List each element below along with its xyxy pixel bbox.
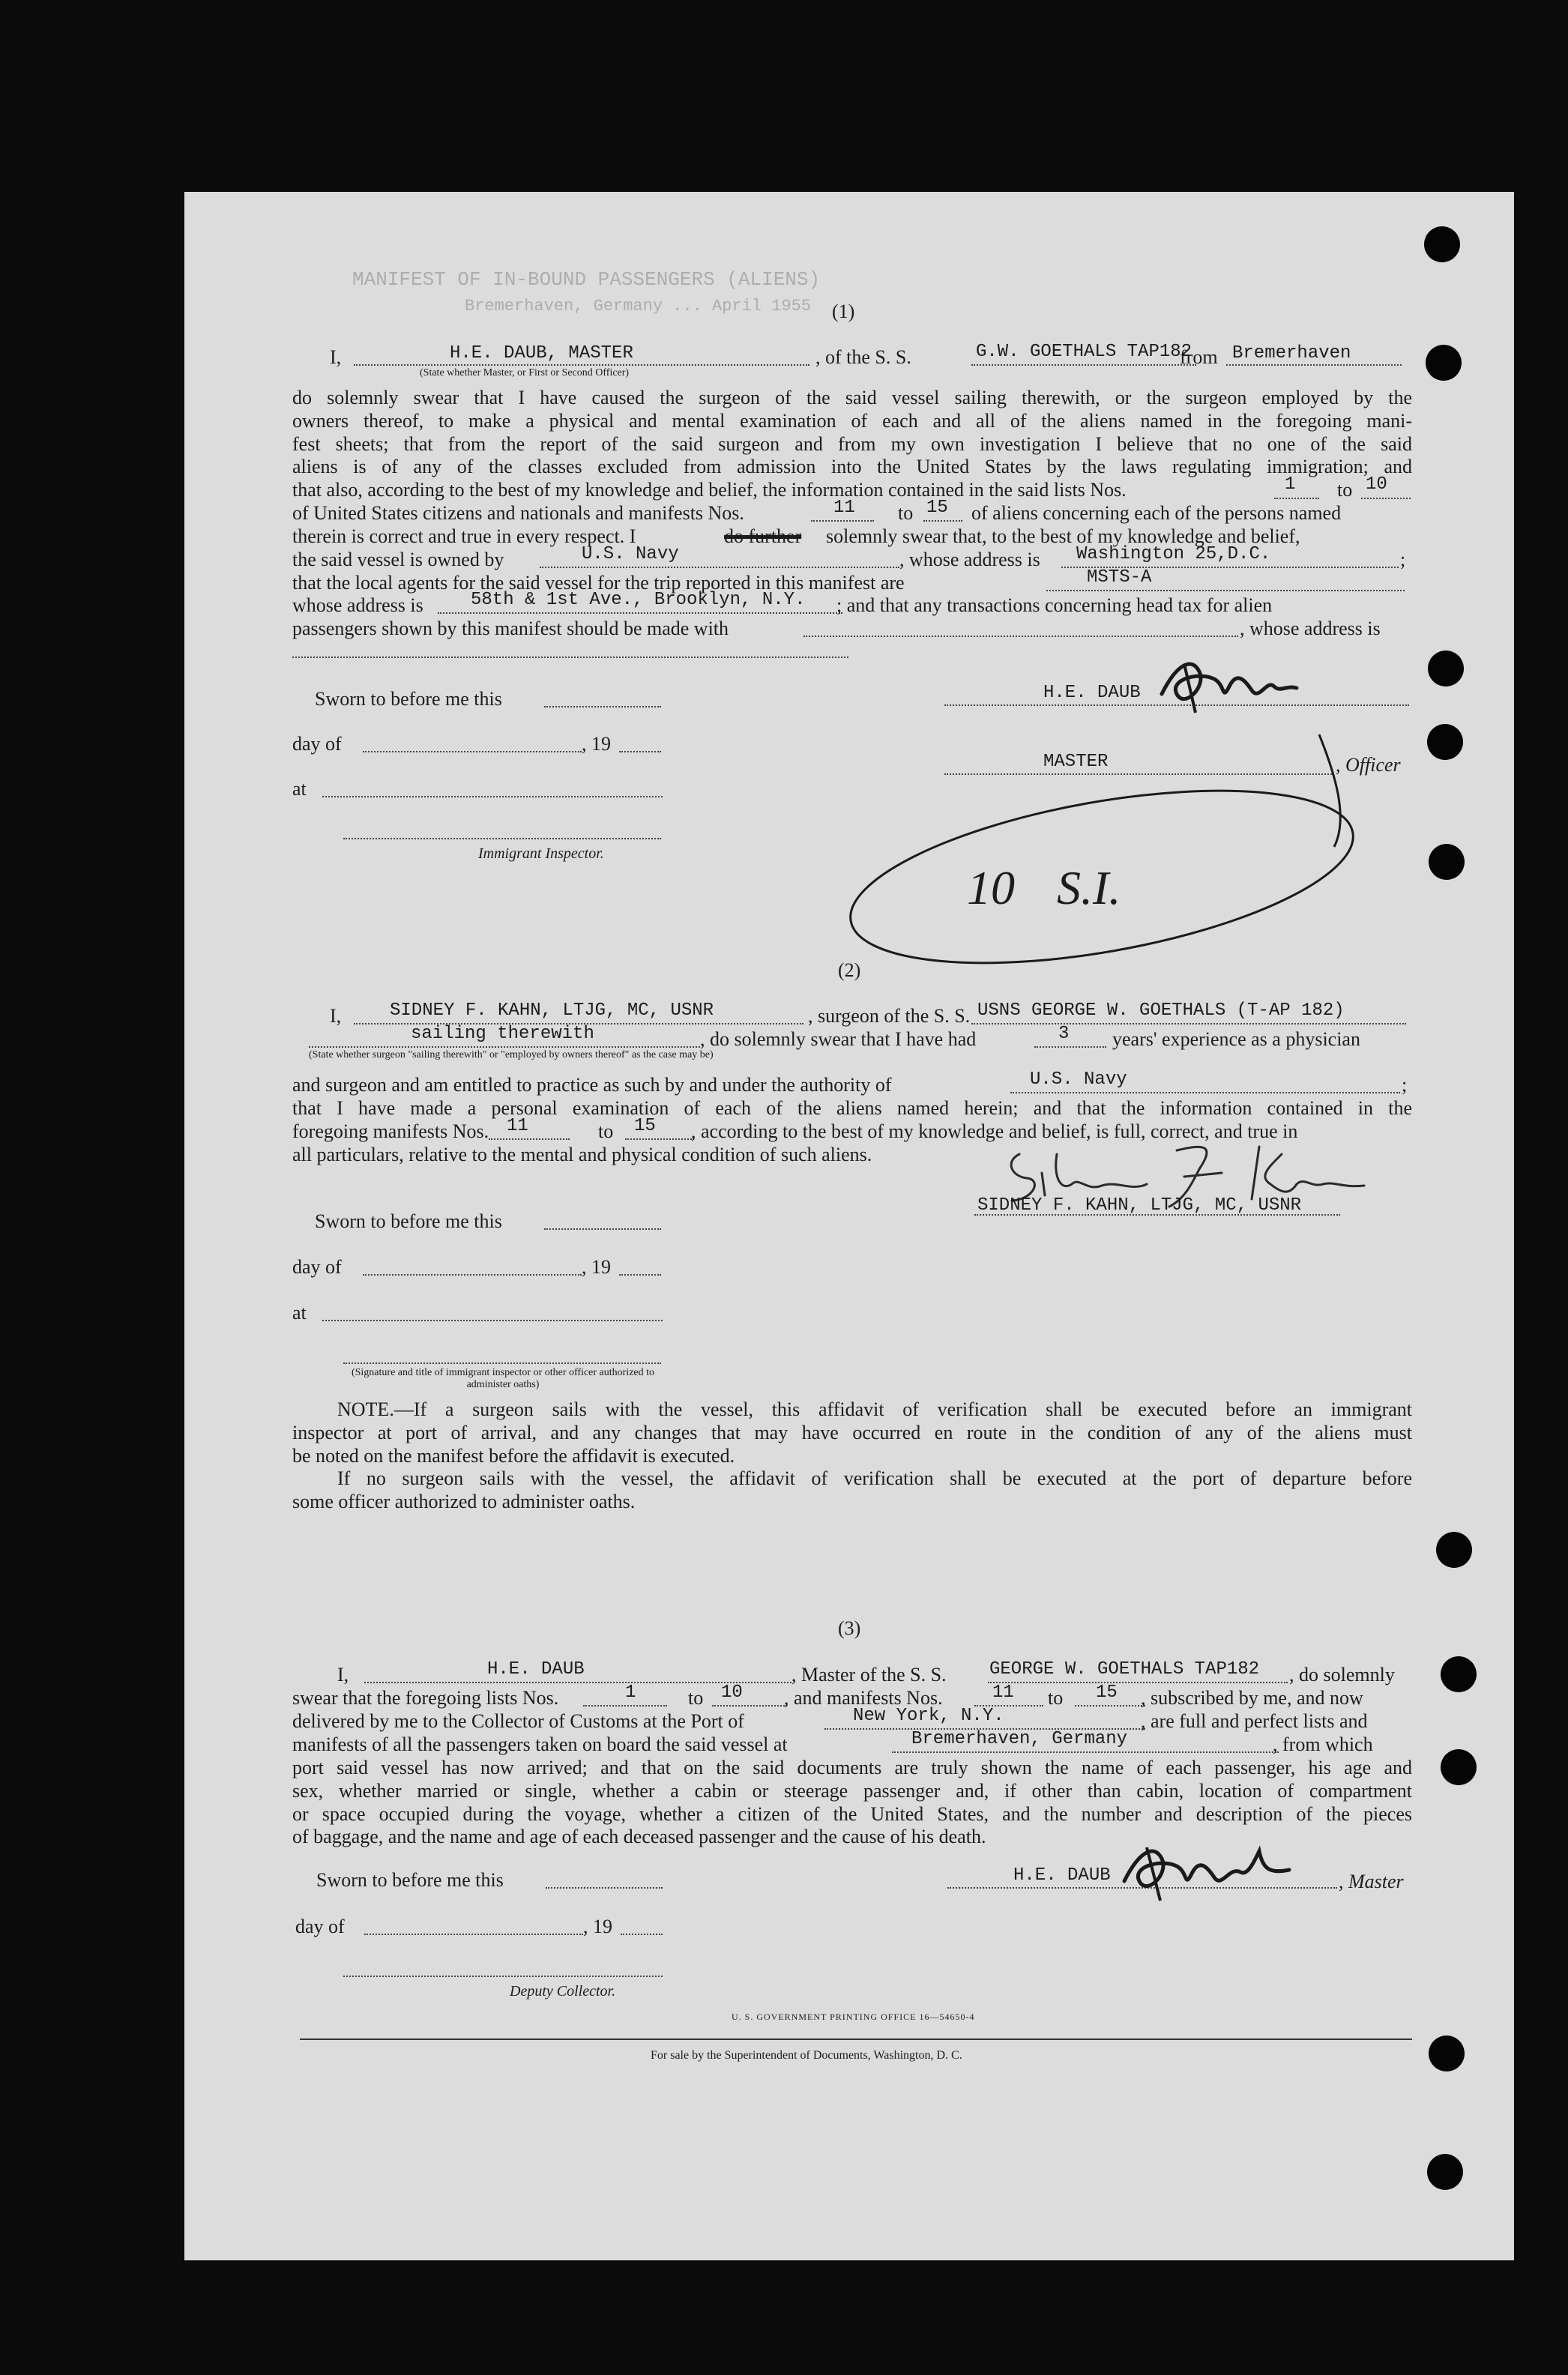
s2-body-line: foregoing manifests Nos. [292, 1120, 489, 1142]
s3-port: New York, N.Y. [853, 1706, 1004, 1726]
s3-body-line: or space occupied during the voyage, whether a citizen of the United States, and the number and description of the pieces [292, 1803, 1412, 1825]
s1-body-line: , whose address is [899, 549, 1040, 570]
s1-agents-address: 58th & 1st Ave., Brooklyn, N.Y. [471, 590, 806, 610]
s2-day-line [363, 1274, 582, 1276]
punch-hole [1429, 844, 1465, 880]
s2-state-hint: (State whether surgeon "sailing therewith" or "employed by owners thereof" as the case may be) [309, 1049, 714, 1060]
s2-ship-name: USNS GEORGE W. GOETHALS (T-AP 182) [977, 1001, 1345, 1021]
punch-hole [1428, 651, 1464, 686]
s2-years-text: , do solemnly swear that I have had [700, 1028, 977, 1050]
s2-authority-line [1010, 1092, 1400, 1093]
s3-man-to-line [1075, 1705, 1145, 1706]
s3-sworn-label: Sworn to before me this [316, 1869, 504, 1891]
bleed-through-text: Bremerhaven, Germany ... April 1955 [465, 297, 812, 316]
s3-body-line: , from which [1273, 1733, 1373, 1755]
s1-body-line: solemnly swear that, to the best of my knowledge and belief, [826, 525, 1300, 547]
s1-from-word: from [1180, 346, 1218, 368]
s1-agents: MSTS-A [1087, 567, 1152, 588]
s3-day-of-label: day of [295, 1916, 345, 1937]
s1-agents-address-line [438, 612, 842, 614]
s1-handwritten-note: 10 S.I. [967, 861, 1121, 914]
s3-body-line: , are full and perfect lists and [1141, 1710, 1368, 1732]
s1-at-label: at [292, 778, 307, 800]
s1-man-to: 15 [926, 498, 948, 518]
s3-body-line: of baggage, and the name and age of each deceased passenger and the cause of his death. [292, 1826, 986, 1847]
s3-body-line: delivered by me to the Collector of Customs at the Port of [292, 1710, 744, 1732]
s1-of-ss: , of the S. S. [815, 346, 911, 368]
s3-year-line [621, 1934, 663, 1935]
s1-officer-label: , Officer [1336, 754, 1401, 776]
s1-signer-typed: H.E. DAUB [1043, 683, 1141, 703]
s1-body-line: that also, according to the best of my knowledge and belief, the information contained in the said lists Nos. [292, 479, 1127, 501]
s2-body-line: and surgeon and am entitled to practice as such by and under the authority of [292, 1074, 892, 1096]
s3-body-line: port said vessel has now arrived; and that on the said documents are truly shown the name of each passenger, his age and [292, 1757, 1412, 1778]
s1-day-line [363, 751, 582, 752]
s3-to-word: to [688, 1687, 704, 1709]
s2-year-label: , 19 [582, 1256, 611, 1278]
s3-to-word: to [1048, 1687, 1064, 1709]
s1-sworn-line [544, 706, 661, 707]
s1-year-line [619, 751, 661, 752]
footer-rule [300, 2038, 1412, 2040]
s1-body-line: ; and that any transactions concerning head tax for alien [836, 594, 1273, 616]
s2-years-line [1034, 1046, 1106, 1048]
s1-owner-address: Washington 25,D.C. [1076, 544, 1271, 564]
s2-body-line: all particulars, relative to the mental and physical condition of such aliens. [292, 1144, 872, 1165]
s3-year-label: , 19 [583, 1916, 612, 1937]
s2-sailing-line [309, 1046, 700, 1048]
s1-body-line: that the local agents for the said vessel for the trip reported in this manifest are [292, 572, 905, 594]
s1-day-of-label: day of [292, 733, 342, 755]
s3-lists-to-line [712, 1705, 787, 1706]
s3-lists-from: 1 [625, 1683, 636, 1703]
s2-authority: U.S. Navy [1030, 1069, 1127, 1090]
s3-master-name: H.E. DAUB [487, 1659, 585, 1680]
s2-note-line: be noted on the manifest before the affidavit is executed. [292, 1445, 735, 1467]
s1-owner: U.S. Navy [582, 544, 679, 564]
s1-lists-to: 10 [1366, 474, 1387, 495]
s2-years-text: years' experience as a physician [1112, 1028, 1360, 1050]
s3-man-from: 11 [992, 1683, 1014, 1703]
s1-body-line: of aliens concerning each of the persons named [971, 502, 1342, 524]
s2-note-line: NOTE.—If a surgeon sails with the vessel, this affidavit of verification shall be executed before an immigrant [337, 1398, 1412, 1420]
s1-agents-line [1046, 590, 1405, 591]
s3-collector-caption: Deputy Collector. [510, 1983, 616, 2000]
s2-body-line: that I have made a personal examination of each of the aliens named herein; and that the information contained in the [292, 1097, 1412, 1119]
s2-surgeon-name: SIDNEY F. KAHN, LTJG, MC, USNR [390, 1001, 714, 1021]
punch-hole [1424, 226, 1460, 262]
s1-body-line: the said vessel is owned by [292, 549, 504, 570]
s1-body-line: whose address is [292, 594, 423, 616]
s1-inspector-caption: Immigrant Inspector. [478, 845, 604, 862]
s1-man-from: 11 [833, 498, 855, 518]
punch-hole [1427, 724, 1463, 760]
s2-i-label: I, [330, 1005, 342, 1027]
s1-inspector-signature-line [343, 838, 661, 839]
s1-body-line: passengers shown by this manifest should be made with [292, 618, 729, 639]
s1-year-label: , 19 [582, 733, 611, 755]
s3-lists-from-line [583, 1705, 667, 1706]
s1-master-signature [1154, 649, 1304, 716]
punch-hole [1441, 1749, 1477, 1785]
s1-signer-title: MASTER [1043, 752, 1109, 772]
s1-body-line: therein is correct and true in every respect. I [292, 525, 636, 547]
s1-lists-to-line [1361, 498, 1411, 499]
s1-port: Bremerhaven [1232, 343, 1351, 363]
section-1-number: (1) [832, 301, 855, 322]
punch-hole [1427, 2154, 1463, 2190]
s2-day-of-label: day of [292, 1256, 342, 1278]
s2-surgeon-of: , surgeon of the S. S. [808, 1005, 971, 1027]
section-2-number: (2) [838, 959, 861, 981]
s1-body-line: fest sheets; that from the report of the said surgeon and from my own investigation I believe that no one of the said [292, 433, 1412, 455]
s1-to-word: to [1337, 479, 1353, 501]
s2-note-line: If no surgeon sails with the vessel, the affidavit of verification shall be executed at the port of departure before [337, 1467, 1412, 1489]
s3-man-to: 15 [1096, 1683, 1118, 1703]
s1-body-line: owners thereof, to make a physical and mental examination of each and all of the aliens named in the foregoing mani- [292, 410, 1412, 432]
s1-owner-line [540, 567, 899, 568]
s3-body-line: manifests of all the passengers taken on board the said vessel at [292, 1733, 788, 1755]
s1-body-line: do solemnly swear that I have caused the surgeon of the said vessel sailing therewith, or the surgeon employed by the [292, 387, 1412, 408]
s3-master-label: , Master [1339, 1871, 1404, 1892]
s2-signer-typed: SIDNEY F. KAHN, LTJG, MC, USNR [977, 1195, 1302, 1216]
s2-at-line [322, 1320, 663, 1321]
s3-lists-to: 10 [721, 1683, 743, 1703]
s2-official-signature-line [343, 1362, 661, 1364]
s2-man-to: 15 [634, 1116, 656, 1136]
s1-headtax-address-line [292, 657, 848, 658]
s2-year-line [619, 1274, 661, 1276]
s1-headtax-line [803, 636, 1238, 637]
s1-master-name: H.E. DAUB, MASTER [450, 343, 633, 363]
s3-do-solemnly: , do solemnly [1289, 1664, 1395, 1686]
s2-ship-line [971, 1023, 1406, 1024]
s1-man-to-line [923, 520, 962, 522]
s2-semicolon: ; [1402, 1074, 1408, 1096]
s1-state-hint: (State whether Master, or First or Second Officer) [420, 367, 630, 378]
punch-hole [1436, 1532, 1472, 1568]
s1-lists-from-line [1274, 498, 1319, 499]
sale-notice: For sale by the Superintendent of Documents, Washington, D. C. [651, 2049, 962, 2062]
s1-at-line [322, 796, 663, 797]
s3-master-of: , Master of the S. S. [791, 1664, 947, 1686]
s3-day-line [364, 1934, 583, 1935]
s2-man-to-line [625, 1138, 694, 1140]
s1-i-label: I, [330, 346, 342, 368]
s1-body-line: aliens is of any of the classes excluded from admission into the United States by the laws regulating immigration; and [292, 456, 1412, 477]
s1-ship-line [971, 364, 1196, 366]
s3-origin-line [892, 1751, 1279, 1753]
s1-ship-name: G.W. GOETHALS TAP182 [976, 342, 1192, 362]
s3-ship-line [988, 1682, 1288, 1683]
s3-body-line: sex, whether married or single, whether a cabin or steerage passenger and, if other than cabin, location of compartment [292, 1780, 1412, 1802]
s2-body-line: , according to the best of my knowledge and belief, is full, correct, and true in [691, 1120, 1298, 1142]
s2-sworn-line [544, 1228, 661, 1230]
s3-collector-signature-line [343, 1976, 663, 1977]
bleed-through-text: MANIFEST OF IN-BOUND PASSENGERS (ALIENS) [352, 268, 821, 291]
s3-sworn-line [546, 1887, 663, 1889]
s3-signer-typed: H.E. DAUB [1013, 1865, 1111, 1886]
s3-origin: Bremerhaven, Germany [911, 1729, 1128, 1749]
s2-years: 3 [1058, 1024, 1070, 1044]
s1-struck-text: do further [724, 525, 802, 547]
s3-master-signature [1109, 1829, 1304, 1904]
s2-at-label: at [292, 1302, 307, 1324]
gpo-imprint: U. S. GOVERNMENT PRINTING OFFICE 16—54650-4 [732, 2012, 975, 2022]
handwritten-oval-mark [832, 727, 1402, 967]
s1-to-word: to [898, 502, 914, 524]
s1-body-line: , whose address is [1240, 618, 1381, 639]
s1-body-line: of United States citizens and nationals and manifests Nos. [292, 502, 744, 524]
s2-note-line: some officer authorized to administer oaths. [292, 1491, 636, 1512]
s1-man-from-line [811, 520, 874, 522]
s2-to-word: to [598, 1120, 614, 1142]
punch-hole [1441, 1656, 1477, 1692]
s3-ship-name: GEORGE W. GOETHALS TAP182 [989, 1659, 1260, 1680]
s1-lists-from: 1 [1285, 474, 1296, 495]
s3-i-label: I, [337, 1664, 349, 1686]
s1-sworn-label: Sworn to before me this [315, 688, 502, 710]
section-3-number: (3) [838, 1617, 861, 1639]
s2-man-from: 11 [507, 1116, 528, 1136]
punch-hole [1426, 345, 1462, 381]
punch-hole [1429, 2036, 1465, 2071]
s2-official-caption: (Signature and title of immigrant inspector or other officer authorized to administer oaths) [351, 1367, 655, 1390]
s3-body-line: , subscribed by me, and now [1141, 1687, 1363, 1709]
s3-and-manifests: , and manifests Nos. [784, 1687, 943, 1709]
s2-note-line: inspector at port of arrival, and any changes that may have occurred en route in the condition of any of the aliens must [292, 1422, 1412, 1443]
s1-semicolon: ; [1400, 549, 1406, 570]
s2-man-from-line [489, 1138, 570, 1140]
s3-body-line: swear that the foregoing lists Nos. [292, 1687, 559, 1709]
s2-sworn-label: Sworn to before me this [315, 1210, 502, 1232]
s2-sailing: sailing therewith [411, 1024, 594, 1044]
